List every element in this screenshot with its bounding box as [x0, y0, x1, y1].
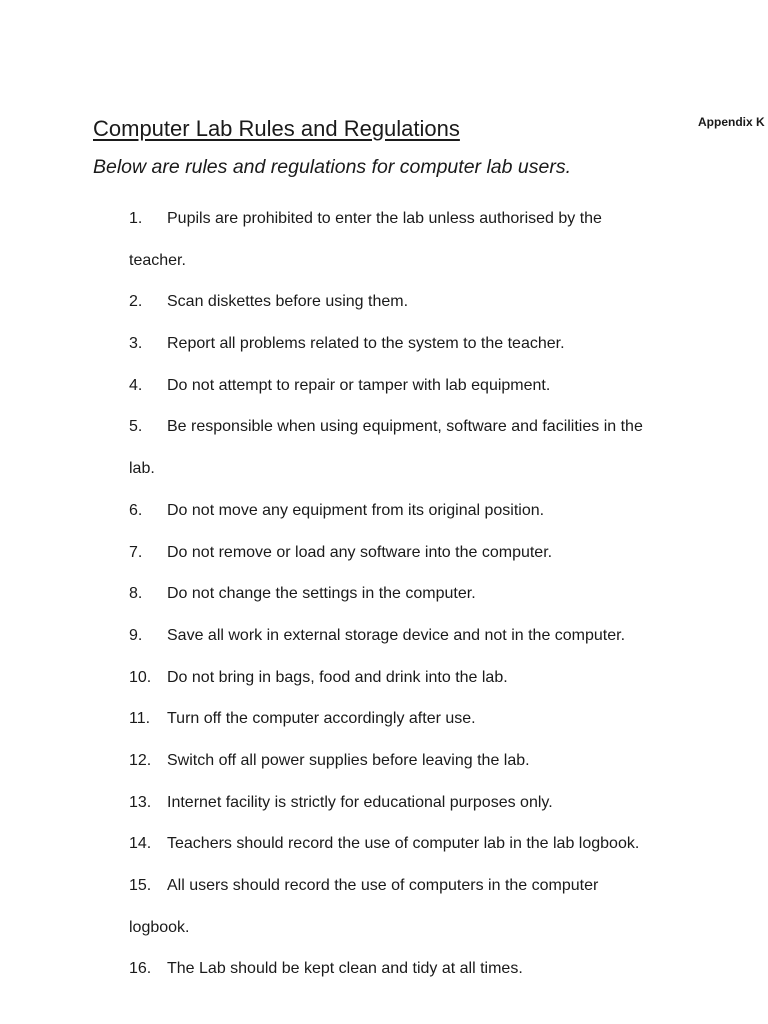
rule-item-7: [129, 532, 729, 574]
rule-item-16: [129, 948, 729, 990]
rule-text: The Lab should be kept clean and tidy at all times.: [167, 960, 523, 978]
rule-item-11: [129, 698, 729, 740]
rules-list: [129, 198, 729, 990]
rule-text: Scan diskettes before using them.: [167, 293, 409, 311]
rule-number: 12.: [129, 751, 152, 769]
rule-item-13: [129, 782, 729, 824]
rule-number: 9.: [129, 626, 143, 644]
rule-number: 10.: [129, 668, 152, 686]
rule-text: Save all work in external storage device and not in the computer.: [167, 626, 626, 644]
rule-text: Turn off the computer accordingly after use.: [167, 710, 476, 728]
rule-text-continuation: logbook.: [129, 918, 190, 936]
rule-number: 13.: [129, 793, 152, 811]
rule-number: 1.: [129, 210, 143, 227]
rule-number: 6.: [129, 501, 143, 519]
rule-item-5: [129, 406, 729, 489]
rule-text: Do not bring in bags, food and drink into the lab.: [167, 668, 508, 686]
rule-item-4: [129, 365, 729, 407]
rule-number: 8.: [129, 585, 143, 603]
rule-number: 7.: [129, 543, 143, 561]
rule-number: 16.: [129, 960, 152, 978]
rule-item-2: [129, 281, 729, 323]
rule-text-continuation: lab.: [129, 460, 155, 478]
rule-number: 11.: [129, 710, 151, 728]
rule-number: 4.: [129, 376, 143, 394]
rule-text: Do not attempt to repair or tamper with lab equipment.: [167, 376, 551, 394]
rule-item-14: [129, 823, 729, 865]
page-title: Computer Lab Rules and Regulations: [93, 116, 460, 141]
rule-item-6: [129, 490, 729, 532]
rule-item-12: [129, 740, 729, 782]
appendix-label: Appendix K: [698, 115, 765, 129]
rule-number: 5.: [129, 418, 143, 436]
rule-item-9: [129, 615, 729, 657]
rule-text: All users should record the use of computers in the computer: [167, 877, 599, 895]
rule-number: 2.: [129, 293, 143, 311]
rule-item-10: [129, 657, 729, 699]
rule-text: Internet facility is strictly for educational purposes only.: [167, 793, 553, 811]
rule-item-8: [129, 573, 729, 615]
rule-text: Teachers should record the use of computer lab in the lab logbook.: [167, 835, 640, 853]
rule-text: Report all problems related to the system to the teacher.: [167, 335, 565, 353]
rule-text: Be responsible when using equipment, software and facilities in the: [167, 418, 643, 436]
rule-text: Do not move any equipment from its original position.: [167, 501, 545, 519]
page-subtitle: Below are rules and regulations for computer lab users.: [93, 156, 571, 178]
rule-item-15: [129, 865, 729, 948]
rule-number: 15.: [129, 877, 152, 895]
rule-text-continuation: teacher.: [129, 251, 186, 269]
rule-item-3: [129, 323, 729, 365]
rule-text: Switch off all power supplies before leaving the lab.: [167, 751, 530, 769]
rule-text: Do not change the settings in the computer.: [167, 585, 476, 603]
rule-item-1: [129, 198, 729, 281]
rule-number: 14.: [129, 835, 152, 853]
rule-number: 3.: [129, 335, 143, 353]
rule-text: Do not remove or load any software into the computer.: [167, 543, 553, 561]
rule-text: Pupils are prohibited to enter the lab unless authorised by the: [167, 210, 602, 227]
